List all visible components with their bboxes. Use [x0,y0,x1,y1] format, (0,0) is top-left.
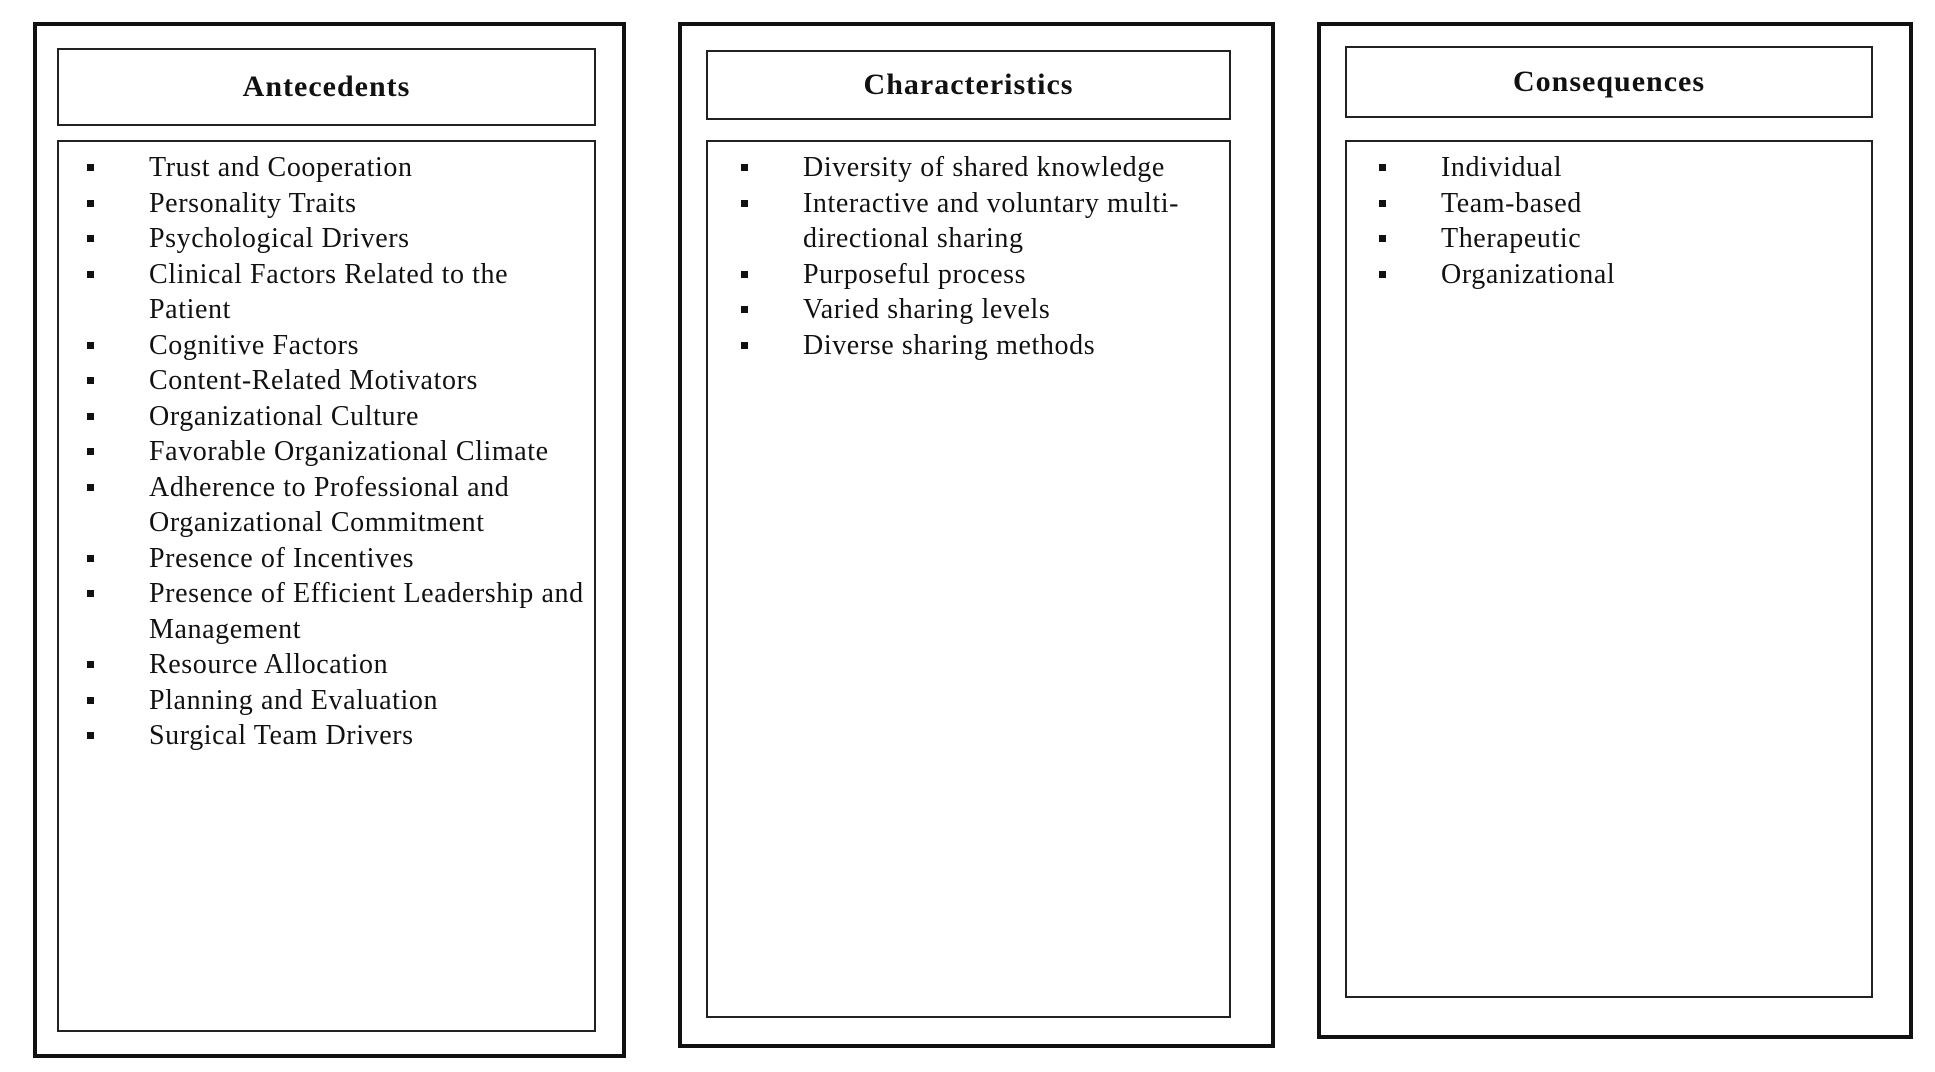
square-bullet-icon [741,164,748,171]
consequence-item [1441,186,1861,222]
antecedent-item-text: Trust and Cooperation [149,152,413,183]
antecedent-item-text: Presence of Incentives [149,542,415,574]
antecedent-item [149,541,589,577]
antecedent-item-text: Clinical Factors Related to the Patient [149,258,509,325]
characteristic-item-text: Diverse sharing methods [803,329,1096,361]
square-bullet-icon [1379,200,1386,207]
square-bullet-icon [87,413,94,420]
antecedent-item-text: Presence of Efficient Leadership and Management [149,578,584,645]
characteristic-item [803,150,1223,186]
square-bullet-icon [87,448,94,455]
characteristic-item-text: Interactive and voluntary multi-directional sharing [803,187,1180,254]
square-bullet-icon [1379,164,1386,171]
consequences-panel [1317,22,1913,1039]
consequence-item [1441,221,1861,257]
square-bullet-icon [87,555,94,562]
characteristics-list-box [706,140,1231,1018]
antecedents-title-box [57,48,596,126]
square-bullet-icon [741,342,748,349]
antecedents-list-box [57,140,596,1032]
antecedent-item-text: Content-Related Motivators [149,365,478,396]
antecedent-item-text: Favorable Organizational Climate [149,436,549,467]
square-bullet-icon [87,271,94,278]
antecedent-item [149,186,589,222]
characteristics-list [803,150,1223,363]
square-bullet-icon [87,235,94,242]
characteristic-item [803,257,1223,293]
characteristics-title-box [706,50,1231,120]
consequence-item-text: Therapeutic [1441,223,1582,254]
antecedent-item [149,221,589,257]
consequences-title-box [1345,46,1873,118]
characteristic-item-text: Purposeful process [803,258,1027,290]
characteristic-item [803,328,1223,364]
characteristic-item [803,186,1223,257]
consequence-item-text: Team-based [1441,187,1582,219]
antecedent-item [149,647,589,683]
characteristic-item-text: Varied sharing levels [803,294,1051,325]
square-bullet-icon [741,200,748,207]
square-bullet-icon [1379,235,1386,242]
antecedent-item [149,328,589,364]
antecedent-item [149,576,589,647]
characteristic-item-text: Diversity of shared knowledge [803,152,1165,183]
consequence-item-text: Individual [1441,152,1563,183]
antecedent-item-text: Resource Allocation [149,649,389,680]
consequence-item [1441,257,1861,293]
square-bullet-icon [87,732,94,739]
characteristics-panel [678,22,1275,1048]
square-bullet-icon [741,306,748,313]
consequences-list [1441,150,1861,292]
consequence-item [1441,150,1861,186]
square-bullet-icon [87,590,94,597]
consequences-title: Consequences [1512,65,1705,98]
square-bullet-icon [87,661,94,668]
antecedent-item [149,257,589,328]
antecedent-item [149,683,589,719]
antecedent-item [149,434,589,470]
antecedent-item [149,470,589,541]
square-bullet-icon [87,164,94,171]
square-bullet-icon [1379,271,1386,278]
antecedent-item-text: Psychological Drivers [149,223,410,254]
consequences-list-box [1345,140,1873,998]
square-bullet-icon [87,200,94,207]
antecedent-item [149,718,589,754]
square-bullet-icon [87,697,94,704]
antecedent-item-text: Planning and Evaluation [149,684,439,716]
square-bullet-icon [87,342,94,349]
antecedent-item-text: Surgical Team Drivers [149,720,414,751]
characteristic-item [803,292,1223,328]
antecedents-panel [33,22,626,1058]
consequence-item-text: Organizational [1441,258,1616,290]
antecedent-item-text: Organizational Culture [149,400,420,432]
antecedents-title: Antecedents [242,70,411,103]
antecedents-list [149,150,589,754]
antecedent-item [149,399,589,435]
square-bullet-icon [87,377,94,384]
square-bullet-icon [87,484,94,491]
antecedent-item [149,150,589,186]
antecedent-item [149,363,589,399]
antecedent-item-text: Cognitive Factors [149,329,360,361]
characteristics-title: Characteristics [863,68,1074,101]
square-bullet-icon [741,271,748,278]
antecedent-item-text: Adherence to Professional and Organizational Commitment [149,471,510,538]
antecedent-item-text: Personality Traits [149,187,357,219]
